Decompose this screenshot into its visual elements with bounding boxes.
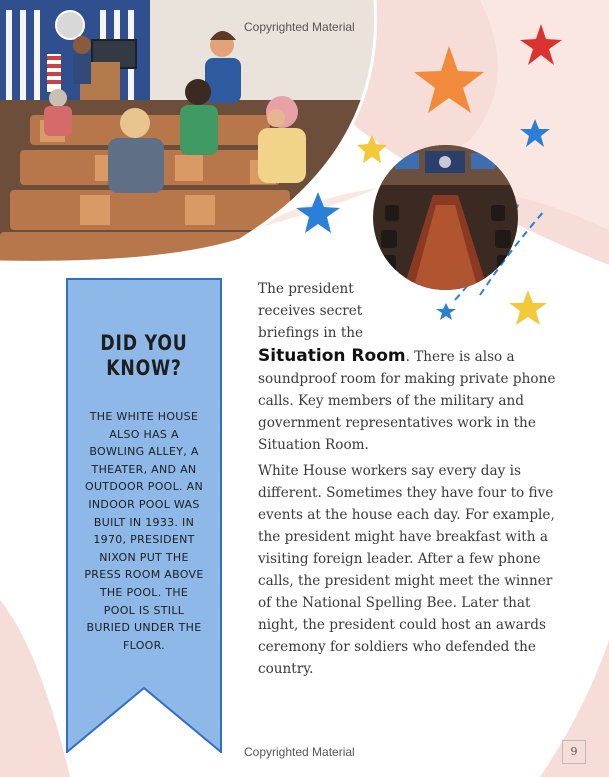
yellow-star-icon <box>357 135 387 163</box>
red-star-icon <box>520 24 562 65</box>
blue-star-icon <box>296 192 340 233</box>
intro-rest-text: . There is also a soundproof room for making private phone calls. Key members of the military and government representatives work in the Situation Room. <box>258 349 556 453</box>
page-number: 9 <box>562 740 586 764</box>
blue-star-icon <box>436 303 456 320</box>
intro-text: The president receives secret briefings in the <box>258 281 364 341</box>
keyword-situation-room: Situation Room <box>258 346 406 366</box>
did-you-know-title: DID YOU KNOW? <box>100 331 188 380</box>
orange-star-icon <box>414 46 484 113</box>
situation-room-paragraph <box>258 345 558 456</box>
blue-star-icon <box>520 119 550 147</box>
yellow-star-icon <box>509 290 547 325</box>
did-you-know-text: THE WHITE HOUSE ALSO HAS A BOWLING ALLEY, A THEATER, AND AN OUTDOOR POOL. AN INDOOR POOL WAS BUILT IN 1933. IN 1970, PRESIDENT NIXON PUT THE PRESS ROOM ABOVE THE POOL. THE POOL IS STILL BURIED UNDER THE FLOOR. <box>84 410 204 652</box>
daily-events-paragraph: White House workers say every day is different. Sometimes they have four to five events at the house each day. For example, the president might have breakfast with a visiting foreign leader. After a few phone calls, the president might meet the winner of the National Spelling Bee. Later that night, the president could host an awards ceremony for soldiers who defended the country. <box>258 463 555 677</box>
copyright-watermark-top: Copyrighted Material <box>244 20 355 34</box>
copyright-watermark-bottom: Copyrighted Material <box>244 745 355 759</box>
